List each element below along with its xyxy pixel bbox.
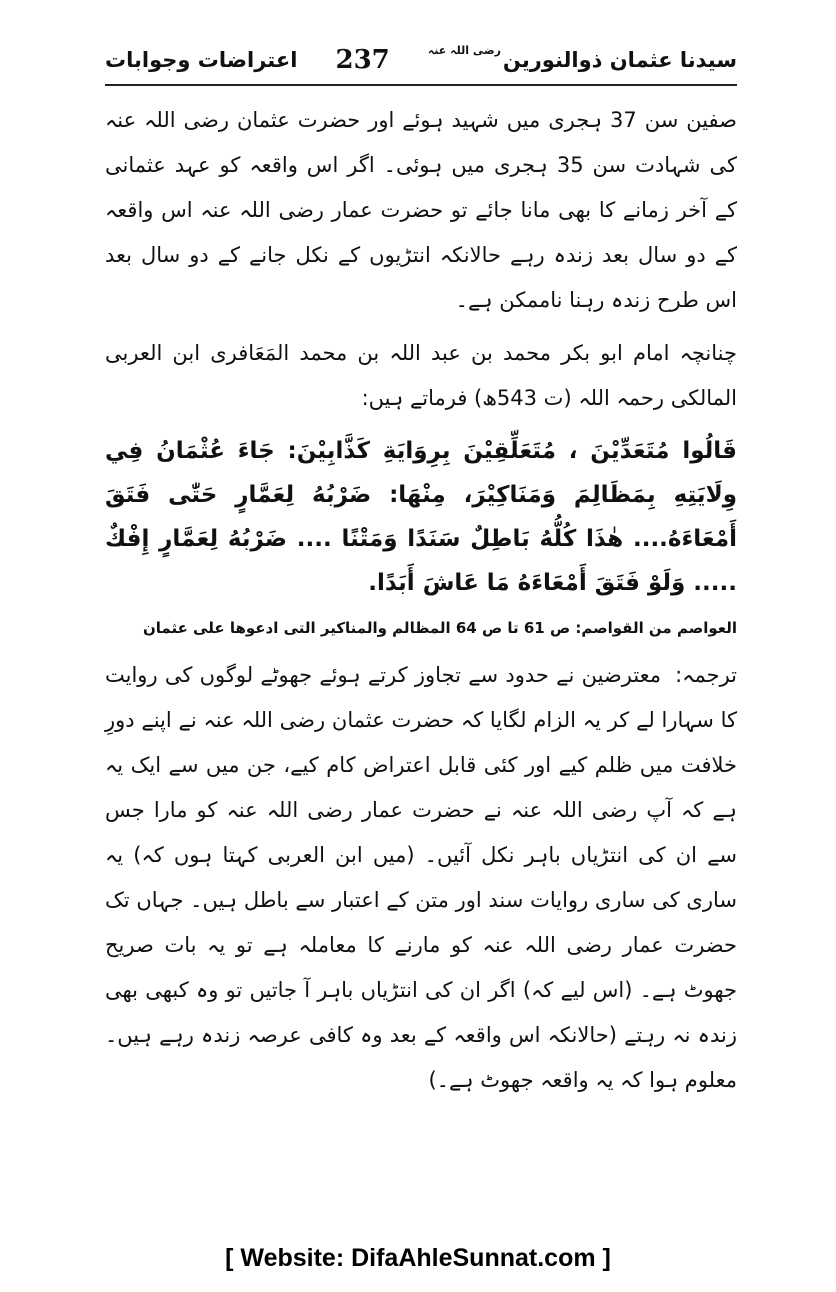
page-number: 237 xyxy=(335,45,390,75)
header-divider xyxy=(105,84,737,86)
arabic-quote: قَالُوا مُتَعَدِّيْنَ ، مُتَعَلِّقِيْنَ بِرِوَايَةِ كَذَّابِيْنَ: جَاءَ عُثْمَانُ فِي وِلَايَتِهِ بِمَظَالِمَ وَمَنَاكِيْرَ، مِنْهَا: ضَرْبُهُ لِعَمَّارٍ حَتّٰى فَتَقَ أَمْعَاءَهُ.... هٰذَا كُلُّهُ بَاطِلٌ سَنَدًا وَمَتْنًا .... ضَرْبُهُ لِعَمَّارٍ إِفْكٌ ..... وَلَوْ فَتَقَ أَمْعَاءَهُ مَا عَاشَ أَبَدًا. xyxy=(105,438,737,596)
paragraph-citation-intro: چنانچہ امام ابو بکر محمد بن عبد اللہ بن محمد المَعَافری ابن العربی المالکی رحمہ اللہ (ت 543ھ) فرماتے ہیں: xyxy=(105,341,737,410)
page-body xyxy=(105,92,737,1111)
page-header xyxy=(105,40,737,80)
paragraph-intro: صفین سن 37 ہجری میں شہید ہوئے اور حضرت عثمان رضی اللہ عنہ کی شہادت سن 35 ہجری میں ہوئی۔ اگر اس واقعہ کو عہد عثمانی کے آخر زمانے کا بھی مانا جائے تو حضرت عمار رضی اللہ عنہ اس واقعہ کے دو سال بعد زندہ رہے حالانکہ انتڑیوں کے نکل جانے کے دو سال بعد اس طرح زندہ رہنا ناممکن ہے۔ xyxy=(105,108,738,312)
paragraph-translation xyxy=(105,653,737,1103)
honorific: رضی اللہ عنہ xyxy=(427,43,501,57)
book-title-text: سیدنا عثمان ذوالنورین xyxy=(502,48,737,72)
website-footer: [ Website: DifaAhleSunnat.com ] xyxy=(225,1244,611,1272)
section-title: اعتراضات وجوابات xyxy=(105,48,298,72)
source-reference: العواصم من القواصم: ص 61 تا ص 64 المظالم والمناکیر التی ادعوھا علی عثمان xyxy=(142,619,737,637)
translation-label: ترجمہ: xyxy=(675,663,737,687)
book-title xyxy=(427,43,737,72)
translation-text: معترضین نے حدود سے تجاوز کرتے ہوئے جھوٹے لوگوں کی روایت کا سہارا لے کر یہ الزام لگایا کہ حضرت عثمان رضی اللہ عنہ نے اپنے دورِ خلافت میں ظلم کیے اور کئی قابل اعتراض کام کیے، جن میں سے ایک یہ ہے کہ آپ رضی اللہ عنہ نے حضرت عمار رضی اللہ عنہ کو مارا جس سے ان کی انتڑیاں باہر نکل آئیں۔ (میں ابن العربی کہتا ہوں کہ) یہ ساری کی ساری روایات سند اور متن کے اعتبار سے باطل ہیں۔ جہاں تک حضرت عمار رضی اللہ عنہ کو مارنے کا معاملہ ہے تو یہ بات صریح جھوٹ ہے۔ (اس لیے کہ) اگر ان کی انتڑیاں باہر آ جاتیں تو وہ کبھی بھی زندہ نہ رہتے (حالانکہ اس واقعہ کے بعد وہ کافی عرصہ زندہ رہے ہیں۔ معلوم ہوا کہ یہ واقعہ جھوٹ ہے۔) xyxy=(105,663,737,1092)
